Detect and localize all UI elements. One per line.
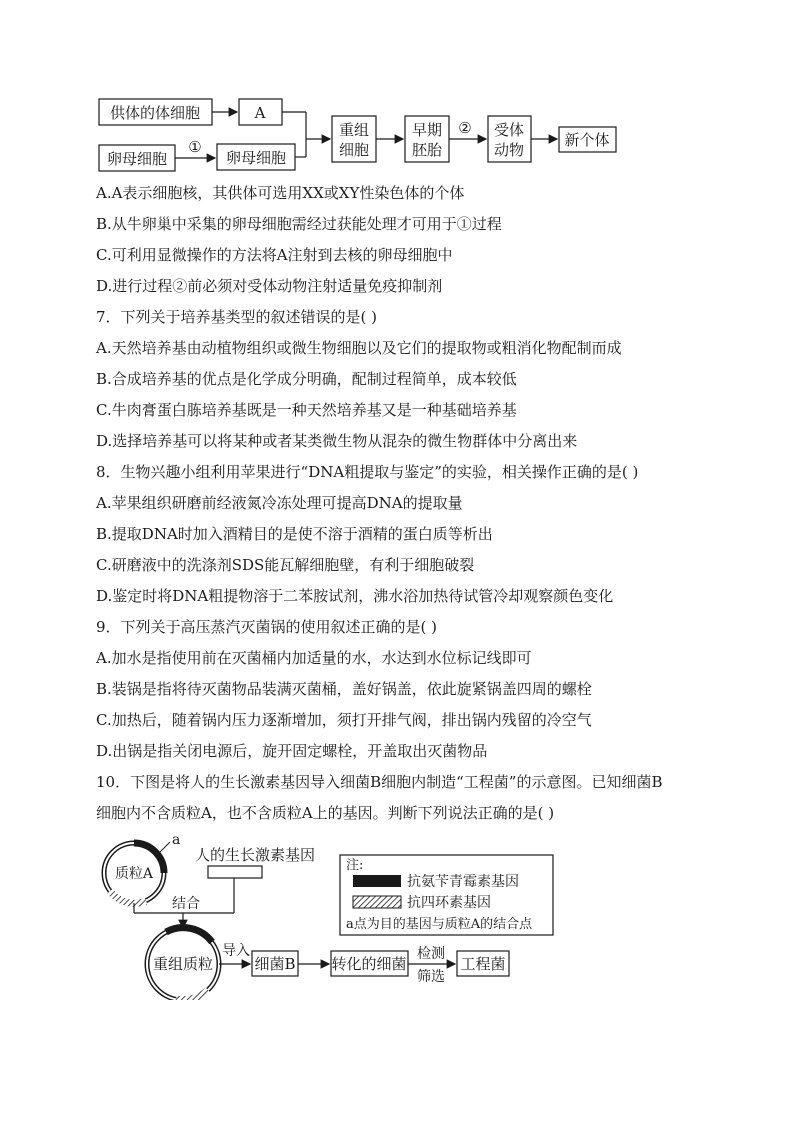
legend-title: 注: — [346, 858, 364, 873]
human-gene-bar — [208, 866, 262, 878]
q7-option-d: D.选择培养基可以将某种或者某类微生物从混杂的微生物群体中分离出来 — [96, 432, 578, 450]
q8-option-c: C.研磨液中的洗涤剂SDS能瓦解细胞壁，有利于细胞破裂 — [96, 556, 475, 574]
nuclear-transfer-diagram — [0, 0, 794, 180]
q8-stem: 8．生物兴趣小组利用苹果进行“DNA粗提取与鉴定”的实验，相关操作正确的是( ) — [96, 463, 639, 481]
legend-note: a点为目的基因与质粒A的结合点 — [346, 917, 533, 932]
detect-label: 检测 — [417, 946, 445, 962]
import-label: 导入 — [222, 943, 250, 959]
donor-cell-label: 供体的体细胞 — [109, 104, 201, 122]
q6-option-c: C.可利用显微操作的方法将A注射到去核的卵母细胞中 — [96, 246, 453, 264]
point-a-label: a — [172, 832, 181, 848]
early-embryo-label-1: 早期 — [411, 121, 443, 139]
bacteria-b-label: 细菌B — [254, 955, 296, 973]
legend-amp-swatch — [353, 875, 401, 887]
q9-option-b: B.装锅是指将待灭菌物品装满灭菌桶，盖好锅盖，依此旋紧锅盖四周的螺栓 — [96, 680, 592, 698]
transformed-label: 转化的细菌 — [331, 955, 407, 973]
recombinant-cell-label-2: 细胞 — [338, 141, 370, 159]
q7-stem: 7．下列关于培养基类型的叙述错误的是( ) — [96, 308, 378, 326]
legend-amp-label: 抗氨苄青霉素基因 — [407, 874, 519, 890]
combine-label: 结合 — [172, 896, 200, 912]
recombinant-cell-label-1: 重组 — [338, 121, 370, 139]
amp-gene-segment-recomb — [166, 928, 212, 942]
egg-cell-label-2: 卵母细胞 — [225, 149, 287, 167]
q9-option-d: D.出锅是指关闭电源后，旋开固定螺栓，开盖取出灭菌物品 — [96, 742, 488, 760]
recipient-label-2: 动物 — [493, 141, 525, 159]
q7-option-b: B.合成培养基的优点是化学成分明确，配制过程简单，成本较低 — [96, 370, 517, 388]
new-individual-label: 新个体 — [564, 131, 610, 149]
step2-label: ② — [458, 119, 472, 137]
tet-gene-segment-recomb — [176, 990, 208, 1000]
step1-label: ① — [188, 138, 202, 156]
q7-option-a: A.天然培养基由动植物组织或微生物细胞以及它们的提取物或粗消化物配制而成 — [96, 339, 622, 357]
q8-option-a: A.苹果组织研磨前经液氮冷冻处理可提高DNA的提取量 — [96, 494, 463, 512]
engineered-bacteria-diagram — [0, 830, 794, 1000]
q9-option-c: C.加热后，随着锅内压力逐渐增加，须打开排气阀，排出锅内残留的冷空气 — [96, 711, 592, 729]
q10-stem-line1: 10．下图是将人的生长激素基因导入细菌B细胞内制造“工程菌”的示意图。已知细菌B — [96, 773, 663, 791]
q10-stem-line2: 细胞内不含质粒A，也不含质粒A上的基因。判断下列说法正确的是( ) — [96, 804, 555, 822]
q6-option-d: D.进行过程②前必须对受体动物注射适量免疫抑制剂 — [96, 277, 443, 295]
engineered-label: 工程菌 — [460, 955, 506, 973]
q6-option-b: B.从牛卵巢中采集的卵母细胞需经过获能处理才可用于①过程 — [96, 215, 502, 233]
a-label: A — [254, 104, 266, 122]
human-gene-label: 人的生长激素基因 — [195, 846, 316, 864]
egg-cell-label: 卵母细胞 — [106, 150, 168, 168]
q6-option-a: A.A表示细胞核，其供体可选用XX或XY性染色体的个体 — [96, 184, 465, 202]
early-embryo-label-2: 胚胎 — [411, 141, 443, 159]
q9-stem: 9．下列关于高压蒸汽灭菌锅的使用叙述正确的是( ) — [96, 618, 438, 636]
q7-option-c: C.牛肉膏蛋白胨培养基既是一种天然培养基又是一种基础培养基 — [96, 401, 517, 419]
legend-tet-swatch — [353, 896, 401, 908]
plasmid-a-label: 质粒A — [114, 866, 154, 882]
recipient-label-1: 受体 — [493, 121, 525, 139]
q8-option-b: B.提取DNA时加入酒精目的是使不溶于酒精的蛋白质等析出 — [96, 525, 493, 543]
q8-option-d: D.鉴定时将DNA粗提物溶于二苯胺试剂，沸水浴加热待试管冷却观察颜色变化 — [96, 587, 614, 605]
tet-gene-segment-a — [110, 891, 146, 903]
recombinant-plasmid-label: 重组质粒 — [152, 955, 214, 973]
legend-tet-label: 抗四环素基因 — [407, 895, 491, 911]
screen-label: 筛选 — [417, 969, 445, 985]
q9-option-a: A.加水是指使用前在灭菌桶内加适量的水，水达到水位标记线即可 — [96, 649, 532, 667]
